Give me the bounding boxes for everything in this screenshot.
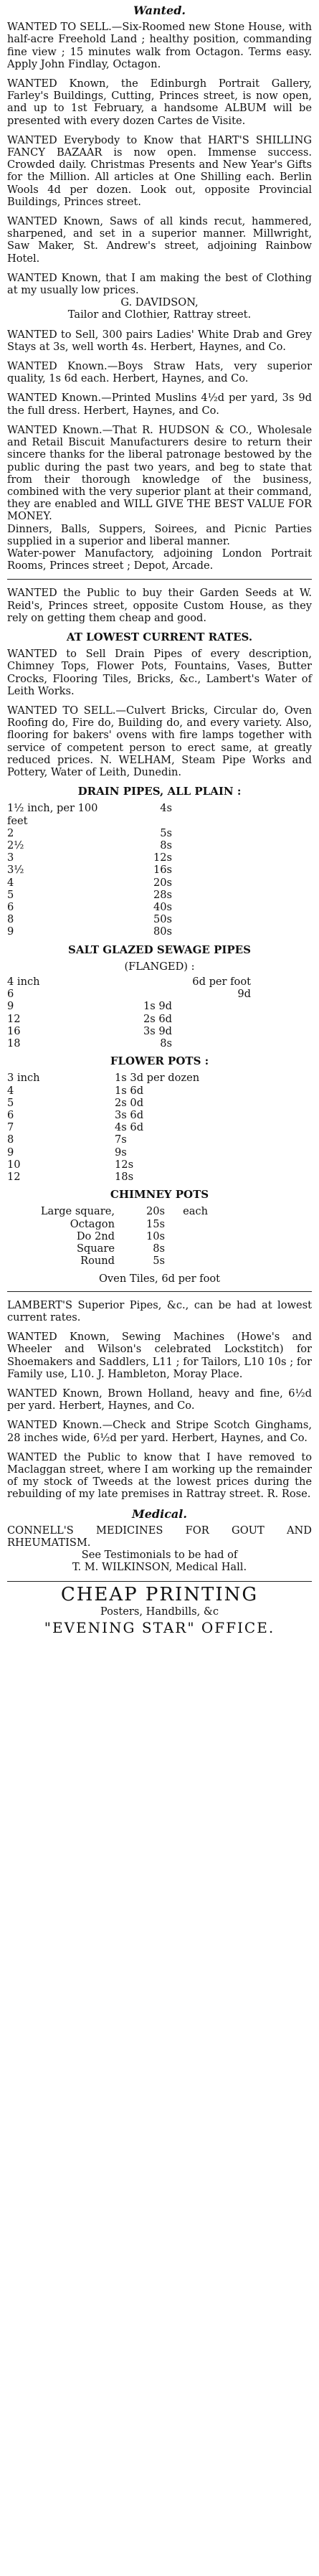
ad-ginghams (7, 1419, 312, 1443)
pot-price: 1s 3d per dozen (115, 1072, 200, 1085)
printing-office: "EVENING STAR" OFFICE. (44, 1618, 275, 1636)
pot-price: 18s (115, 1171, 134, 1184)
ad-text-3: Water-power Manufactory, adjoining London Portrait Rooms, Princes street ; Depot, Arcade. (7, 547, 312, 572)
ad-text: WANTED the Public to know that I have removed to Maclaggan street, where I am working up the remainder of my stock of Tweeds at the lowest prices during the rebuilding of my late premises in Rattray street. R. Rose. (7, 1450, 312, 1501)
pipe-price: 80s (153, 925, 172, 938)
chimney-price: 15s (146, 1217, 165, 1230)
list-item (7, 1072, 312, 1084)
pipe-size: 6 (7, 988, 14, 1001)
pipe-size: 5 (7, 888, 14, 901)
drain-pipes-list (7, 802, 312, 938)
ad-text: LAMBERT'S Superior Pipes, &c., can be had at lowest current rates. (7, 1298, 312, 1324)
pot-size: 8 (7, 1133, 14, 1146)
ad-text: WANTED Known, that I am making the best of Clothing at my usually low prices. (7, 271, 312, 297)
chimney-price: 8s (153, 1242, 165, 1255)
ad-brown-holland (7, 1387, 312, 1412)
ad-text: WANTED to Sell, 300 pairs Ladies' White Drab and Grey Stays at 3s, well worth 4s. Herbert, Haynes, and Co. (7, 328, 312, 353)
ad-straw-hats (7, 360, 312, 384)
pipe-size: 4 inch (7, 976, 40, 989)
pipe-price-a: 8s (160, 1037, 172, 1050)
list-item (7, 1242, 312, 1255)
ad-muslins (7, 392, 312, 416)
ad-text: CONNELL'S MEDICINES FOR GOUT AND RHEUMATISM. (7, 1524, 312, 1549)
ad-culvert-bricks (7, 704, 312, 778)
list-item (7, 1255, 312, 1267)
list-item (7, 925, 312, 938)
pipe-size: 4 (7, 876, 14, 889)
pipe-size: 6 (7, 901, 14, 913)
ad-fancy-bazaar (7, 134, 312, 208)
chimney-pots-list (7, 1205, 312, 1267)
pipe-price: 5s (160, 826, 172, 839)
pipe-size: 3 (7, 851, 14, 864)
chimney-price: 10s (146, 1230, 165, 1242)
pot-size: 5 (7, 1096, 14, 1109)
salt-pipes-subheading: (FLANGED) : (124, 960, 195, 973)
pipe-price-b: 6d per foot (192, 976, 251, 989)
pipe-price: 12s (153, 851, 172, 864)
list-item (7, 864, 312, 876)
pipe-price-a: 3s 9d (143, 1024, 172, 1037)
pipe-size: 18 (7, 1037, 21, 1050)
list-item (7, 976, 312, 988)
ad-text: WANTED Known.—Boys Straw Hats, very superior quality, 1s 6d each. Herbert, Haynes, and Co. (7, 360, 312, 385)
pot-price: 2s 0d (115, 1096, 144, 1109)
section-heading-medical: Medical. (132, 1506, 187, 1521)
chimney-pots-heading: CHIMNEY POTS (110, 1188, 209, 1202)
pipe-price-b (172, 1013, 251, 1025)
ad-signature: G. DAVIDSON, (120, 296, 199, 309)
list-item (7, 1159, 312, 1171)
printing-subtitle: Posters, Handbills, &c (100, 1605, 219, 1618)
ad-stays (7, 329, 312, 353)
pipe-size: 2½ (7, 839, 24, 851)
ad-sub: See Testimonials to be had of (81, 1549, 238, 1562)
chimney-price: 20s (146, 1205, 165, 1218)
pipe-size: 3½ (7, 864, 24, 877)
pipe-price-b (172, 1025, 251, 1037)
section-heading-wanted: Wanted. (133, 4, 186, 17)
chimney-label: Round (80, 1255, 115, 1268)
list-item (7, 877, 312, 889)
chimney-unit (165, 1242, 208, 1255)
salt-pipes-heading: SALT GLAZED SEWAGE PIPES (68, 943, 251, 956)
list-item (7, 1013, 312, 1025)
printing-title: CHEAP PRINTING (60, 1583, 259, 1605)
list-item (7, 901, 312, 913)
ad-sewing-machines (7, 1331, 312, 1380)
list-item (7, 851, 312, 864)
ad-medicines (7, 1524, 312, 1574)
ad-text: WANTED TO SELL.—Six-Roomed new Stone House, with half-acre Freehold Land ; healthy position, commanding fine view ; 15 minutes walk from Octagon. Terms easy. Apply John Findlay, Octagon. (7, 21, 312, 70)
pipe-price-a: 1s 9d (143, 1000, 172, 1013)
chimney-unit (165, 1230, 208, 1242)
ad-saws (7, 215, 312, 265)
salt-pipes-list (7, 976, 312, 1049)
pipe-price-b (172, 1000, 251, 1012)
list-item (7, 1109, 312, 1121)
pot-price: 7s (115, 1133, 127, 1146)
ad-text: WANTED Known.—Printed Muslins 4½d per yard, 3s 9d the full dress. Herbert, Haynes, and Co. (7, 392, 312, 417)
pipe-price-a: 2s 6d (143, 1012, 172, 1025)
ad-portrait-gallery (7, 77, 312, 127)
pot-size: 9 (7, 1146, 14, 1159)
list-item (7, 1085, 312, 1097)
ad-text: WANTED Known.—Check and Stripe Scotch Ginghams, 28 inches wide, 6½d per yard. Herbert, Haynes, and Co. (7, 1419, 312, 1444)
pot-size: 3 inch (7, 1072, 40, 1085)
list-item (7, 839, 312, 851)
ad-tweeds (7, 1451, 312, 1501)
pot-size: 12 (7, 1171, 21, 1184)
pipe-size: 9 (7, 1000, 14, 1013)
pipe-size: 1½ inch, per 100 feet (7, 802, 98, 827)
oven-tiles-note: Oven Tiles, 6d per foot (98, 1273, 221, 1285)
list-item (7, 988, 312, 1000)
pipe-size: 16 (7, 1024, 21, 1037)
ad-text: WANTED Known.—That R. HUDSON & CO., Wholesale and Retail Biscuit Manufacturers desire to return their sincere thanks for the liberal patronage bestowed by the public during the past two years, and beg to state that from their thorough knowledge of the business, combined with the very superior plant at their command, they are enabled and WILL GIVE THE BEST VALUE FOR MONEY. (7, 423, 312, 523)
list-item (7, 1037, 312, 1049)
ad-text: WANTED Known, Brown Holland, heavy and fine, 6½d per yard. Herbert, Haynes, and Co. (7, 1387, 312, 1412)
pipe-price-a (108, 988, 172, 1000)
ad-text: WANTED to Sell Drain Pipes of every description, Chimney Tops, Flower Pots, Fountains, Vases, Butter Crocks, Flooring Tiles, Bricks, &c., Lambert's Water of Leith Works. (7, 648, 312, 697)
pipe-price-b: 9d (237, 988, 251, 1001)
list-item (7, 1205, 312, 1217)
ad-text: WANTED Everybody to Know that HART'S SHILLING FANCY BAZAAR is now open. Immense success. Crowded daily. Christmas Presents and New Year's Gifts for the Million. All articles at One Shilling each. Berlin Wools 4d per dozen. Look out, opposite Provincial Buildings, Princes street. (7, 133, 312, 208)
section-heading-current-rates: AT LOWEST CURRENT RATES. (66, 630, 253, 643)
ad-text: WANTED the Public to buy their Garden Seeds at W. Reid's, Princes street, opposite Custom House, as they rely on getting them cheap and good. (7, 587, 312, 624)
pot-price: 9s (115, 1146, 127, 1159)
list-item (7, 1230, 312, 1242)
ad-house-for-sale (7, 21, 312, 70)
ad-text: WANTED Known, Saws of all kinds recut, hammered, sharpened, and set in a superior manner. Millwright, Saw Maker, St. Andrew's street, adjoining Rainbow Hotel. (7, 215, 312, 265)
flower-pots-heading: FLOWER POTS : (110, 1055, 209, 1068)
pot-size: 6 (7, 1109, 14, 1122)
pipe-price: 8s (160, 839, 172, 851)
list-item (7, 1146, 312, 1159)
divider (7, 579, 312, 580)
list-item (7, 1025, 312, 1037)
list-item (7, 1097, 312, 1109)
ad-drain-pipes (7, 648, 312, 697)
ad-garden-seeds (7, 587, 312, 624)
ad-text-2: Dinners, Balls, Suppers, Soirees, and Picnic Parties supplied in a superior and liberal manner. (7, 522, 312, 547)
pipe-price-a (108, 976, 172, 988)
pipe-size: 9 (7, 925, 14, 938)
chimney-unit (165, 1218, 208, 1230)
pipe-price: 20s (153, 876, 172, 889)
pipe-size: 12 (7, 1012, 21, 1025)
flower-pots-list (7, 1072, 312, 1183)
list-item (7, 889, 312, 901)
divider (7, 1291, 312, 1292)
ad-text: WANTED TO SELL.—Culvert Bricks, Circular do, Oven Roofing do, Fire do, Building do, and every variety. Also, flooring for bakers' ovens with fire lamps together with service of competent person to erect same, at greatly reduced prices. N. WELHAM, Steam Pipe Works and Pottery, Water of Leith, Dunedin. (7, 704, 312, 778)
ad-text: WANTED Known, Sewing Machines (Howe's and Wheeler and Wilson's celebrated Lockstitch) for Shoemakers and Saddlers, L11 ; for Tailors, L10 10s ; for Family use, L10. J. Hambleton, Moray Place. (7, 1331, 312, 1380)
chimney-label: Large square, (40, 1205, 115, 1218)
pipe-size: 8 (7, 913, 14, 926)
chimney-unit (165, 1255, 208, 1267)
pipe-price: 50s (153, 913, 172, 926)
list-item (7, 1000, 312, 1012)
pot-price: 4s 6d (115, 1121, 144, 1134)
pot-size: 10 (7, 1158, 21, 1171)
ad-signature-sub: Tailor and Clothier, Rattray street. (67, 308, 252, 321)
ad-signature: T. M. WILKINSON, Medical Hall. (72, 1561, 247, 1574)
list-item (7, 1121, 312, 1133)
pot-price: 1s 6d (115, 1084, 144, 1097)
chimney-label: Square (76, 1242, 115, 1255)
pipe-size: 2 (7, 826, 14, 839)
ad-clothing (7, 272, 312, 321)
pipe-price: 16s (153, 864, 172, 877)
chimney-label: Do 2nd (76, 1230, 115, 1242)
drain-pipes-heading: DRAIN PIPES, ALL PLAIN : (77, 785, 242, 798)
pot-size: 4 (7, 1084, 14, 1097)
list-item (7, 802, 312, 826)
pot-size: 7 (7, 1121, 14, 1134)
list-item (7, 827, 312, 839)
pipe-price: 40s (153, 901, 172, 913)
ad-text: WANTED Known, the Edinburgh Portrait Gallery, Farley's Buildings, Cutting, Princes street, is now open, and up to 1st February, a handsome ALBUM will be presented with every dozen Cartes de Visite. (7, 77, 312, 127)
pot-price: 12s (115, 1158, 134, 1171)
divider (7, 1581, 312, 1582)
ad-lamberts-pipes (7, 1299, 312, 1324)
ad-biscuits (7, 424, 312, 572)
chimney-price: 5s (153, 1255, 165, 1268)
pipe-price: 28s (153, 888, 172, 901)
pipe-price-b (172, 1037, 251, 1049)
chimney-unit: each (183, 1205, 208, 1218)
pot-price: 3s 6d (115, 1109, 144, 1122)
pipe-price: 4s (160, 802, 172, 815)
chimney-label: Octagon (70, 1217, 115, 1230)
list-item (7, 1171, 312, 1183)
list-item (7, 1133, 312, 1146)
list-item (7, 1218, 312, 1230)
list-item (7, 913, 312, 925)
